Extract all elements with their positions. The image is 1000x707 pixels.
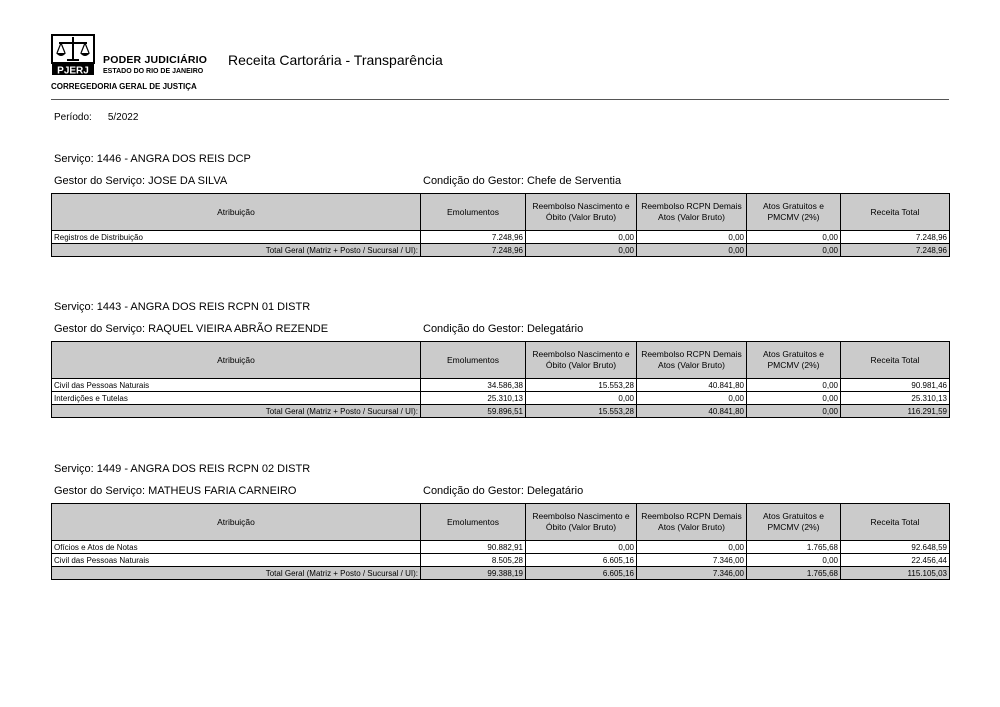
- total-label: Total Geral (Matriz + Posto / Sucursal / UI):: [52, 405, 421, 418]
- col-atos-gratuitos-cell: 1.765,68: [747, 541, 841, 554]
- revenue-table: [51, 503, 950, 580]
- col-emolumentos-cell: 25.310,13: [421, 392, 526, 405]
- revenue-table: [51, 341, 950, 418]
- col-atribuicao-cell: Interdições e Tutelas: [52, 392, 421, 405]
- table-header-row: [52, 342, 950, 379]
- col-emolumentos-header: Emolumentos: [421, 342, 526, 379]
- col-reembolso-nascimento-obito-cell: 0,00: [526, 392, 637, 405]
- col-atos-gratuitos-header: Atos Gratuitos e PMCMV (2%): [747, 504, 841, 541]
- col-reembolso-nascimento-obito-header: Reembolso Nascimento e Óbito (Valor Bruto): [526, 342, 637, 379]
- col-emolumentos-header: Emolumentos: [421, 194, 526, 231]
- col-receita-total-cell: 25.310,13: [841, 392, 950, 405]
- col-reembolso-rcpn-cell: 0,00: [637, 392, 747, 405]
- col-atos-gratuitos-total: 0,00: [747, 244, 841, 257]
- org-division: CORREGEDORIA GERAL DE JUSTIÇA: [51, 82, 197, 91]
- col-receita-total-total: 116.291,59: [841, 405, 950, 418]
- col-reembolso-rcpn-header: Reembolso RCPN Demais Atos (Valor Bruto): [637, 194, 747, 231]
- header-divider: [51, 99, 949, 100]
- period-line: [54, 112, 138, 123]
- col-atos-gratuitos-cell: 0,00: [747, 392, 841, 405]
- col-atribuicao-cell: Civil das Pessoas Naturais: [52, 554, 421, 567]
- col-reembolso-nascimento-obito-total: 0,00: [526, 244, 637, 257]
- manager-condition: Condição do Gestor: Delegatário: [423, 485, 584, 497]
- manager-condition: Condição do Gestor: Chefe de Serventia: [423, 175, 622, 187]
- col-emolumentos-cell: 34.586,38: [421, 379, 526, 392]
- col-emolumentos-total: 7.248,96: [421, 244, 526, 257]
- period-label: Período:: [54, 112, 92, 123]
- col-emolumentos-header: Emolumentos: [421, 504, 526, 541]
- table-row: [52, 392, 950, 405]
- period-value: 5/2022: [107, 112, 139, 123]
- service-title: Serviço: 1449 - ANGRA DOS REIS RCPN 02 DISTR: [54, 463, 311, 475]
- service-title: Serviço: 1443 - ANGRA DOS REIS RCPN 01 DISTR: [54, 301, 311, 313]
- total-label: Total Geral (Matriz + Posto / Sucursal / UI):: [52, 244, 421, 257]
- col-reembolso-nascimento-obito-header: Reembolso Nascimento e Óbito (Valor Bruto): [526, 504, 637, 541]
- table-row: [52, 379, 950, 392]
- col-reembolso-rcpn-cell: 0,00: [637, 541, 747, 554]
- scales-of-justice-logo-icon: [51, 34, 95, 76]
- col-atos-gratuitos-total: 0,00: [747, 405, 841, 418]
- col-reembolso-rcpn-cell: 40.841,80: [637, 379, 747, 392]
- col-atos-gratuitos-cell: 0,00: [747, 231, 841, 244]
- col-reembolso-rcpn-total: 0,00: [637, 244, 747, 257]
- service-manager: Gestor do Serviço: MATHEUS FARIA CARNEIRO: [54, 485, 297, 497]
- col-receita-total-total: 115.105,03: [841, 567, 950, 580]
- col-atribuicao-header: Atribuição: [52, 194, 421, 231]
- col-atos-gratuitos-cell: 0,00: [747, 554, 841, 567]
- col-emolumentos-total: 99.388,19: [421, 567, 526, 580]
- col-receita-total-header: Receita Total: [841, 342, 950, 379]
- col-reembolso-nascimento-obito-total: 15.553,28: [526, 405, 637, 418]
- col-reembolso-rcpn-cell: 7.346,00: [637, 554, 747, 567]
- col-reembolso-rcpn-total: 40.841,80: [637, 405, 747, 418]
- col-reembolso-nascimento-obito-total: 6.605,16: [526, 567, 637, 580]
- col-atos-gratuitos-cell: 0,00: [747, 379, 841, 392]
- col-emolumentos-total: 59.896,51: [421, 405, 526, 418]
- col-atribuicao-cell: Civil das Pessoas Naturais: [52, 379, 421, 392]
- manager-condition: Condição do Gestor: Delegatário: [423, 323, 584, 335]
- revenue-table: [51, 193, 950, 257]
- col-atos-gratuitos-header: Atos Gratuitos e PMCMV (2%): [747, 194, 841, 231]
- table-header-row: [52, 504, 950, 541]
- col-atribuicao-cell: Ofícios e Atos de Notas: [52, 541, 421, 554]
- page-title: Receita Cartorária - Transparência: [228, 52, 443, 68]
- col-atribuicao-header: Atribuição: [52, 342, 421, 379]
- col-emolumentos-cell: 90.882,91: [421, 541, 526, 554]
- col-receita-total-cell: 7.248,96: [841, 231, 950, 244]
- col-reembolso-rcpn-header: Reembolso RCPN Demais Atos (Valor Bruto): [637, 342, 747, 379]
- col-emolumentos-cell: 8.505,28: [421, 554, 526, 567]
- table-header-row: [52, 194, 950, 231]
- service-manager: Gestor do Serviço: JOSE DA SILVA: [54, 175, 228, 187]
- col-receita-total-cell: 90.981,46: [841, 379, 950, 392]
- col-receita-total-header: Receita Total: [841, 194, 950, 231]
- col-receita-total-total: 7.248,96: [841, 244, 950, 257]
- table-row: [52, 231, 950, 244]
- table-row: [52, 554, 950, 567]
- col-emolumentos-cell: 7.248,96: [421, 231, 526, 244]
- col-reembolso-nascimento-obito-cell: 6.605,16: [526, 554, 637, 567]
- table-total-row: [52, 244, 950, 257]
- service-title: Serviço: 1446 - ANGRA DOS REIS DCP: [54, 153, 251, 165]
- col-reembolso-rcpn-header: Reembolso RCPN Demais Atos (Valor Bruto): [637, 504, 747, 541]
- table-total-row: [52, 405, 950, 418]
- col-receita-total-header: Receita Total: [841, 504, 950, 541]
- table-total-row: [52, 567, 950, 580]
- col-reembolso-nascimento-obito-header: Reembolso Nascimento e Óbito (Valor Bruto): [526, 194, 637, 231]
- table-row: [52, 541, 950, 554]
- col-receita-total-cell: 92.648,59: [841, 541, 950, 554]
- col-receita-total-cell: 22.456,44: [841, 554, 950, 567]
- col-atos-gratuitos-header: Atos Gratuitos e PMCMV (2%): [747, 342, 841, 379]
- col-atos-gratuitos-total: 1.765,68: [747, 567, 841, 580]
- col-atribuicao-cell: Registros de Distribuição: [52, 231, 421, 244]
- report-header: [51, 34, 949, 100]
- service-manager: Gestor do Serviço: RAQUEL VIEIRA ABRÃO REZENDE: [54, 323, 329, 335]
- logo-text: PJERJ: [57, 65, 89, 76]
- col-reembolso-nascimento-obito-cell: 0,00: [526, 231, 637, 244]
- org-state: ESTADO DO RIO DE JANEIRO: [103, 68, 204, 75]
- col-atribuicao-header: Atribuição: [52, 504, 421, 541]
- col-reembolso-rcpn-cell: 0,00: [637, 231, 747, 244]
- col-reembolso-rcpn-total: 7.346,00: [637, 567, 747, 580]
- org-name: PODER JUDICIÁRIO: [103, 54, 208, 66]
- col-reembolso-nascimento-obito-cell: 15.553,28: [526, 379, 637, 392]
- total-label: Total Geral (Matriz + Posto / Sucursal / UI):: [52, 567, 421, 580]
- col-reembolso-nascimento-obito-cell: 0,00: [526, 541, 637, 554]
